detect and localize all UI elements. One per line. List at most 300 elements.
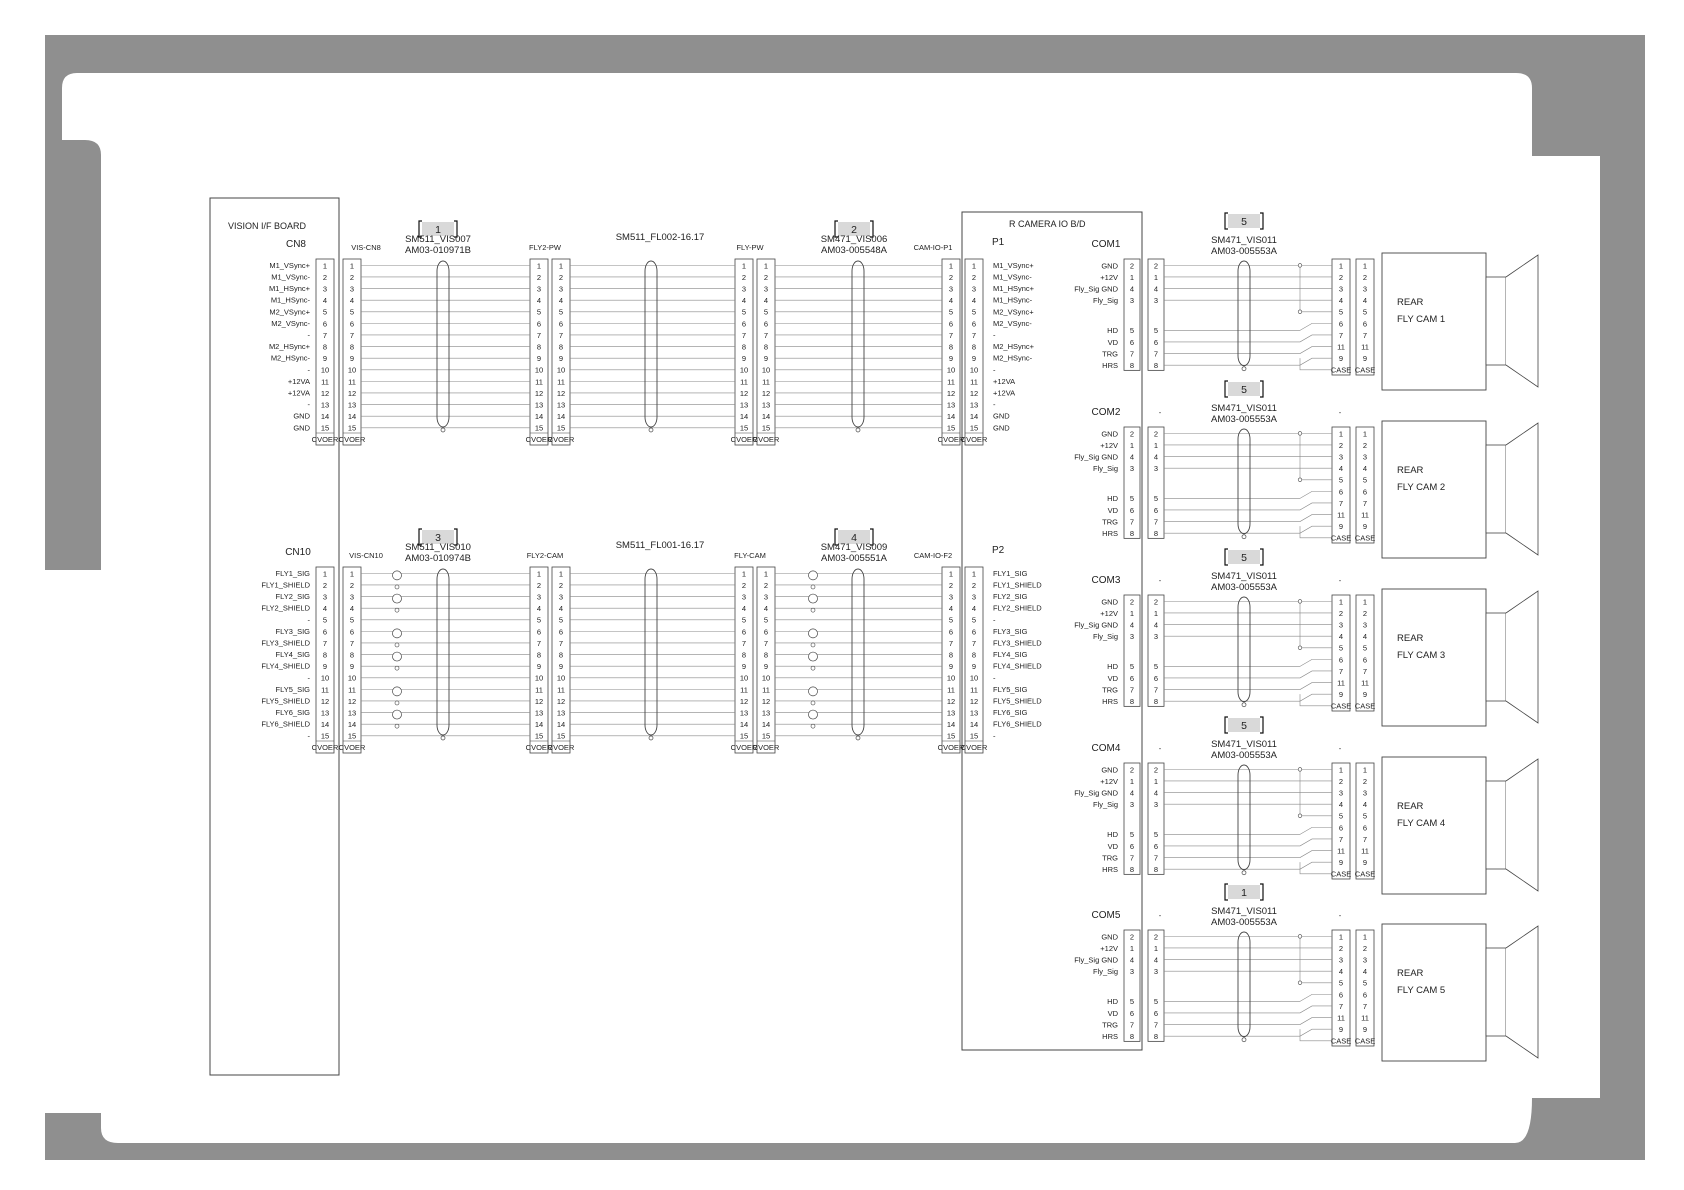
dash: - (1158, 408, 1162, 417)
pin-number: 2 (1129, 429, 1135, 439)
pin-number: 5 (1129, 662, 1135, 672)
board-connector-name: P2 (992, 545, 1005, 556)
pin-number: 11 (1337, 342, 1345, 352)
camera-name: FLY CAM 4 (1397, 818, 1446, 829)
pin-number: 7 (1153, 853, 1159, 863)
connector-label: CAM-IO-P1 (913, 243, 953, 252)
pin-number: 8 (741, 342, 747, 352)
pin-number: 11 (762, 685, 770, 695)
pin-number: 2 (536, 272, 542, 282)
pin-number: 9 (322, 354, 328, 364)
signal-name: - (307, 673, 310, 683)
signal-name: +12V (1100, 440, 1118, 450)
pin-number: 10 (556, 365, 566, 375)
pin-number: 9 (1338, 858, 1344, 868)
pin-number: 13 (320, 400, 330, 410)
pin-number: 12 (761, 388, 771, 398)
cover-label: CVOER (752, 743, 780, 752)
cable-part-number: AM03-005553A (1210, 917, 1278, 928)
pin-number: 4 (1362, 967, 1368, 977)
pin-number: 3 (1338, 620, 1344, 630)
junction (1298, 981, 1302, 985)
pin-number: 2 (1362, 608, 1368, 618)
pin-number: 9 (1362, 690, 1368, 700)
pin-number: 4 (948, 296, 954, 306)
camera-name: FLY CAM 2 (1397, 482, 1446, 493)
pin-number: 4 (349, 604, 355, 614)
pin-number: 15 (969, 423, 979, 433)
pin-number: 12 (534, 696, 544, 706)
pin-number: 2 (763, 580, 769, 590)
pin-number: 7 (536, 330, 542, 340)
signal-name: FLY5_SIG (993, 684, 1028, 694)
junction (1298, 646, 1302, 650)
signal-name: Fly_Sig (1092, 800, 1118, 810)
pin-number: 2 (349, 272, 355, 282)
signal-name: - (307, 615, 310, 625)
signal-name: +12V (1100, 608, 1118, 618)
pin-number: 2 (1153, 932, 1159, 942)
pin-number: 11 (348, 685, 356, 695)
signal-name: FLY1_SHIELD (261, 580, 310, 590)
pin-number: 11 (740, 685, 748, 695)
pin-number: 7 (948, 330, 954, 340)
pin-number: 10 (946, 365, 956, 375)
cable-name: SM471_VIS011 (1211, 235, 1277, 246)
camera-lens (1506, 759, 1538, 891)
junction (1298, 600, 1302, 604)
pin-number: 10 (969, 365, 979, 375)
pin-number: 6 (322, 319, 328, 329)
cable-name: SM471_VIS006 (820, 234, 888, 245)
pin-number: 6 (763, 627, 769, 637)
pin-number: 12 (347, 696, 357, 706)
signal-name: HRS (1102, 529, 1118, 539)
pin-number: 7 (1129, 349, 1135, 359)
pin-number: 1 (1338, 597, 1344, 607)
connector-name: CN10 (285, 547, 311, 558)
signal-name: HD (1107, 662, 1118, 672)
pin-number: 5 (349, 307, 355, 317)
pin-number: 1 (1362, 261, 1368, 271)
signal-name: VD (1107, 505, 1118, 515)
case-label: CASE (1330, 701, 1352, 711)
cover-label: CVOER (547, 743, 575, 752)
pin-number: 3 (1129, 296, 1135, 306)
connector-label: FLY-CAM (734, 551, 766, 560)
pin-number: 4 (1153, 955, 1159, 965)
junction (1298, 814, 1302, 818)
pin-number: 5 (1362, 475, 1368, 485)
pin-number: 1 (1129, 272, 1135, 282)
pin-number: 1 (971, 261, 977, 271)
case-label: CASE (1354, 701, 1376, 711)
pin-number: 14 (946, 720, 956, 730)
pin-number: 4 (1362, 632, 1368, 642)
pin-number: 15 (739, 423, 749, 433)
pin-number: 7 (1362, 498, 1368, 508)
cable-name: SM511_FL001-16.17 (615, 540, 705, 551)
pin-number: 13 (739, 708, 749, 718)
pin-number: 5 (1129, 326, 1135, 336)
signal-name: VD (1107, 337, 1118, 347)
pin-number: 3 (1129, 464, 1135, 474)
connector-label: VIS-CN10 (349, 551, 383, 560)
signal-name: FLY4_SIG (275, 650, 310, 660)
pin-number: 13 (347, 708, 357, 718)
pin-number: 1 (1362, 765, 1368, 775)
cover-label: CVOER (730, 435, 758, 444)
pin-number: 2 (1338, 272, 1344, 282)
shield-terminal (811, 585, 815, 589)
pin-number: 6 (1153, 337, 1159, 347)
pin-number: 8 (349, 650, 355, 660)
pin-number: 9 (322, 662, 328, 672)
pin-number: 5 (558, 307, 564, 317)
dash: - (1338, 911, 1342, 920)
signal-name: GND (1101, 261, 1118, 271)
pin-number: 10 (347, 365, 357, 375)
twisted-pair-marker (809, 652, 818, 661)
pin-number: 5 (1362, 811, 1368, 821)
pin-number: 2 (948, 580, 954, 590)
pin-number: 5 (322, 615, 328, 625)
pin-number: 8 (322, 342, 328, 352)
pin-number: 8 (971, 342, 977, 352)
pin-number: 7 (1129, 1020, 1135, 1030)
pin-number: 6 (1362, 319, 1368, 329)
camera-label: REAR (1397, 465, 1424, 476)
pin-number: 10 (320, 673, 330, 683)
pin-number: 14 (969, 720, 979, 730)
tag-number: 5 (1241, 384, 1247, 396)
cable-tag (1225, 717, 1263, 733)
pin-number: 11 (970, 377, 978, 387)
signal-name: M2_VSync+ (269, 307, 310, 317)
pin-number: 3 (1362, 620, 1368, 630)
shield-terminal (811, 608, 815, 612)
pin-number: 7 (322, 638, 328, 648)
tag-number: 2 (851, 224, 857, 236)
signal-name: TRG (1102, 517, 1118, 527)
com-label: COM2 (1091, 407, 1121, 418)
signal-name: - (993, 731, 996, 741)
pin-number: 7 (1338, 330, 1344, 340)
shield-terminal (811, 643, 815, 647)
signal-name: - (307, 365, 310, 375)
pin-number: 8 (1129, 865, 1135, 875)
signal-name: FLY1_SIG (275, 568, 310, 578)
tag-number: 5 (1241, 216, 1247, 228)
pin-number: 4 (349, 296, 355, 306)
pin-number: 1 (1153, 776, 1159, 786)
pin-number: 6 (948, 319, 954, 329)
pin-number: 9 (1338, 690, 1344, 700)
pin-number: 1 (322, 569, 328, 579)
camera-label: REAR (1397, 297, 1424, 308)
pin-number: 3 (349, 592, 355, 602)
pin-number: 6 (536, 627, 542, 637)
pin-number: 14 (969, 412, 979, 422)
pin-number: 11 (740, 377, 748, 387)
pin-number: 11 (1337, 1013, 1345, 1023)
pin-number: 12 (320, 696, 330, 706)
connector-label: CAM-IO-F2 (913, 551, 953, 560)
pin-number: 2 (558, 272, 564, 282)
pin-number: 9 (971, 662, 977, 672)
pin-number: 8 (741, 650, 747, 660)
junction (1298, 310, 1302, 314)
pin-number: 11 (1361, 678, 1369, 688)
pin-number: 5 (971, 615, 977, 625)
pin-number: 6 (971, 627, 977, 637)
signal-name: FLY2_SIG (993, 592, 1028, 602)
cable-part-number: AM03-005553A (1210, 582, 1278, 593)
signal-name: FLY6_SIG (275, 708, 310, 718)
cable-tag (1225, 884, 1263, 900)
pin-number: 13 (739, 400, 749, 410)
pin-number: 13 (320, 708, 330, 718)
signal-name: +12V (1100, 776, 1118, 786)
pin-number: 4 (763, 296, 769, 306)
signal-name: +12V (1100, 272, 1118, 282)
shield-terminal (811, 701, 815, 705)
pin-number: 13 (969, 400, 979, 410)
com-label: COM5 (1091, 910, 1121, 921)
pin-number: 3 (1129, 800, 1135, 810)
pin-number: 1 (763, 569, 769, 579)
pin-number: 8 (322, 650, 328, 660)
pin-number: 14 (556, 412, 566, 422)
pin-number: 9 (558, 354, 564, 364)
cable-name: SM511_VIS010 (405, 542, 471, 553)
pin-number: 15 (739, 731, 749, 741)
signal-name: GND (993, 423, 1010, 433)
pin-number: 7 (971, 330, 977, 340)
pin-number: 10 (534, 673, 544, 683)
pin-number: 2 (1153, 597, 1159, 607)
pin-number: 5 (1362, 307, 1368, 317)
pin-number: 5 (1338, 978, 1344, 988)
pin-number: 10 (534, 365, 544, 375)
connector-label: VIS-CN8 (351, 243, 381, 252)
pin-number: 3 (763, 592, 769, 602)
pin-number: 4 (948, 604, 954, 614)
pin-number: 5 (1129, 997, 1135, 1007)
signal-name: VD (1107, 673, 1118, 683)
pin-number: 9 (741, 354, 747, 364)
pin-number: 2 (1153, 261, 1159, 271)
pin-number: 14 (347, 720, 357, 730)
signal-name: FLY4_SHIELD (261, 661, 310, 671)
tag-number: 1 (435, 224, 441, 236)
pin-number: 14 (534, 720, 544, 730)
camera-label: REAR (1397, 968, 1424, 979)
pin-number: 7 (1338, 1001, 1344, 1011)
signal-name: M1_VSync+ (993, 260, 1034, 270)
pin-number: 6 (948, 627, 954, 637)
cable-name: SM511_VIS007 (405, 234, 471, 245)
shield-terminal (395, 701, 399, 705)
twisted-pair-marker (393, 571, 402, 580)
pin-number: 9 (349, 662, 355, 672)
signal-name: M1_VSync+ (269, 260, 310, 270)
signal-name: Fly_Sig (1092, 464, 1118, 474)
cable-name: SM471_VIS011 (1211, 739, 1277, 750)
pin-number: 9 (741, 662, 747, 672)
pin-number: 3 (1153, 296, 1159, 306)
pin-number: 5 (741, 307, 747, 317)
pin-number: 4 (1362, 464, 1368, 474)
signal-name: TRG (1102, 853, 1118, 863)
signal-name: GND (293, 423, 310, 433)
signal-name: Fly_Sig GND (1074, 284, 1118, 294)
pin-number: 2 (1338, 943, 1344, 953)
pin-number: 6 (1153, 841, 1159, 851)
signal-name: TRG (1102, 1020, 1118, 1030)
pin-number: 6 (536, 319, 542, 329)
pin-number: 8 (1153, 1032, 1159, 1042)
cover-label: CVOER (960, 743, 988, 752)
pin-number: 6 (349, 627, 355, 637)
pin-number: 4 (558, 604, 564, 614)
signal-name: FLY6_SHIELD (261, 719, 310, 729)
pin-number: 10 (761, 673, 771, 683)
pin-number: 7 (1129, 685, 1135, 695)
twisted-pair-marker (809, 687, 818, 696)
signal-name: M1_HSync- (993, 295, 1033, 305)
pin-number: 5 (1338, 307, 1344, 317)
pin-number: 3 (1153, 632, 1159, 642)
pin-number: 2 (1338, 440, 1344, 450)
pin-number: 7 (971, 638, 977, 648)
pin-number: 5 (1153, 494, 1159, 504)
pin-number: 9 (558, 662, 564, 672)
pin-number: 9 (536, 354, 542, 364)
pin-number: 5 (948, 307, 954, 317)
pin-number: 4 (322, 604, 328, 614)
pin-number: 1 (971, 569, 977, 579)
pin-number: 7 (558, 330, 564, 340)
pin-number: 9 (948, 354, 954, 364)
pin-number: 4 (971, 604, 977, 614)
signal-name: FLY5_SHIELD (993, 696, 1042, 706)
pin-number: 6 (1153, 505, 1159, 515)
pin-number: 5 (322, 307, 328, 317)
signal-name: - (993, 365, 996, 375)
pin-number: 4 (1153, 788, 1159, 798)
signal-name: M2_VSync- (271, 318, 310, 328)
pin-number: 9 (763, 662, 769, 672)
signal-name: - (993, 673, 996, 683)
pin-number: 12 (946, 388, 956, 398)
signal-name: FLY5_SHIELD (261, 696, 310, 706)
pin-number: 9 (1338, 354, 1344, 364)
pin-number: 2 (1338, 608, 1344, 618)
shield-terminal (395, 643, 399, 647)
camera-lens-mount (1486, 613, 1506, 701)
pin-number: 7 (763, 330, 769, 340)
camera-lens (1506, 591, 1538, 723)
signal-name: M2_VSync+ (993, 307, 1034, 317)
pin-number: 5 (763, 615, 769, 625)
pin-number: 12 (556, 696, 566, 706)
pin-number: 3 (1338, 788, 1344, 798)
signal-name: HRS (1102, 1032, 1118, 1042)
pin-number: 2 (1362, 440, 1368, 450)
pin-number: 5 (741, 615, 747, 625)
pin-number: 15 (347, 731, 357, 741)
pin-number: 14 (946, 412, 956, 422)
pin-number: 7 (948, 638, 954, 648)
pin-number: 2 (322, 580, 328, 590)
pin-number: 5 (1129, 830, 1135, 840)
pin-number: 8 (1129, 361, 1135, 371)
signal-name: FLY3_SHIELD (261, 638, 310, 648)
pin-number: 2 (1129, 261, 1135, 271)
pin-number: 9 (536, 662, 542, 672)
signal-name: TRG (1102, 349, 1118, 359)
pin-number: 12 (556, 388, 566, 398)
signal-name: GND (293, 411, 310, 421)
signal-name: FLY3_SIG (993, 626, 1028, 636)
cable-part-number: AM03-005553A (1210, 246, 1278, 257)
pin-number: 6 (971, 319, 977, 329)
pin-number: 1 (1153, 440, 1159, 450)
signal-name: GND (1101, 429, 1118, 439)
pin-number: 14 (320, 720, 330, 730)
pin-number: 1 (1129, 776, 1135, 786)
pin-number: 1 (1338, 429, 1344, 439)
signal-name: HD (1107, 830, 1118, 840)
pin-number: 4 (741, 604, 747, 614)
signal-name: FLY4_SHIELD (993, 661, 1042, 671)
pin-number: 2 (971, 580, 977, 590)
pin-number: 4 (1362, 296, 1368, 306)
pin-number: 12 (761, 696, 771, 706)
pin-number: 2 (1362, 776, 1368, 786)
pin-number: 4 (558, 296, 564, 306)
pin-number: 15 (320, 423, 330, 433)
pin-number: 9 (1338, 522, 1344, 532)
dash: - (1158, 576, 1162, 585)
dash: - (1158, 911, 1162, 920)
cover-label: CVOER (960, 435, 988, 444)
pin-number: 6 (322, 627, 328, 637)
pin-number: 8 (763, 342, 769, 352)
pin-number: 15 (347, 423, 357, 433)
pin-number: 5 (1338, 475, 1344, 485)
pin-number: 1 (1338, 261, 1344, 271)
pin-number: 15 (534, 731, 544, 741)
pin-number: 6 (1129, 841, 1135, 851)
twisted-pair-marker (393, 710, 402, 719)
pin-number: 11 (762, 377, 770, 387)
pin-number: 4 (1129, 620, 1135, 630)
pin-number: 7 (1362, 1001, 1368, 1011)
signal-name: FLY6_SHIELD (993, 719, 1042, 729)
pin-number: 7 (1129, 853, 1135, 863)
cable-name: SM471_VIS009 (820, 542, 888, 553)
camera-name: FLY CAM 3 (1397, 650, 1446, 661)
pin-number: 2 (1129, 932, 1135, 942)
cable-part-number: AM03-005548A (820, 245, 888, 256)
signal-name: +12VA (287, 388, 310, 398)
pin-number: 9 (1362, 1025, 1368, 1035)
pin-number: 13 (969, 708, 979, 718)
signal-name: M1_HSync+ (268, 284, 310, 294)
signal-name: +12VA (993, 376, 1016, 386)
